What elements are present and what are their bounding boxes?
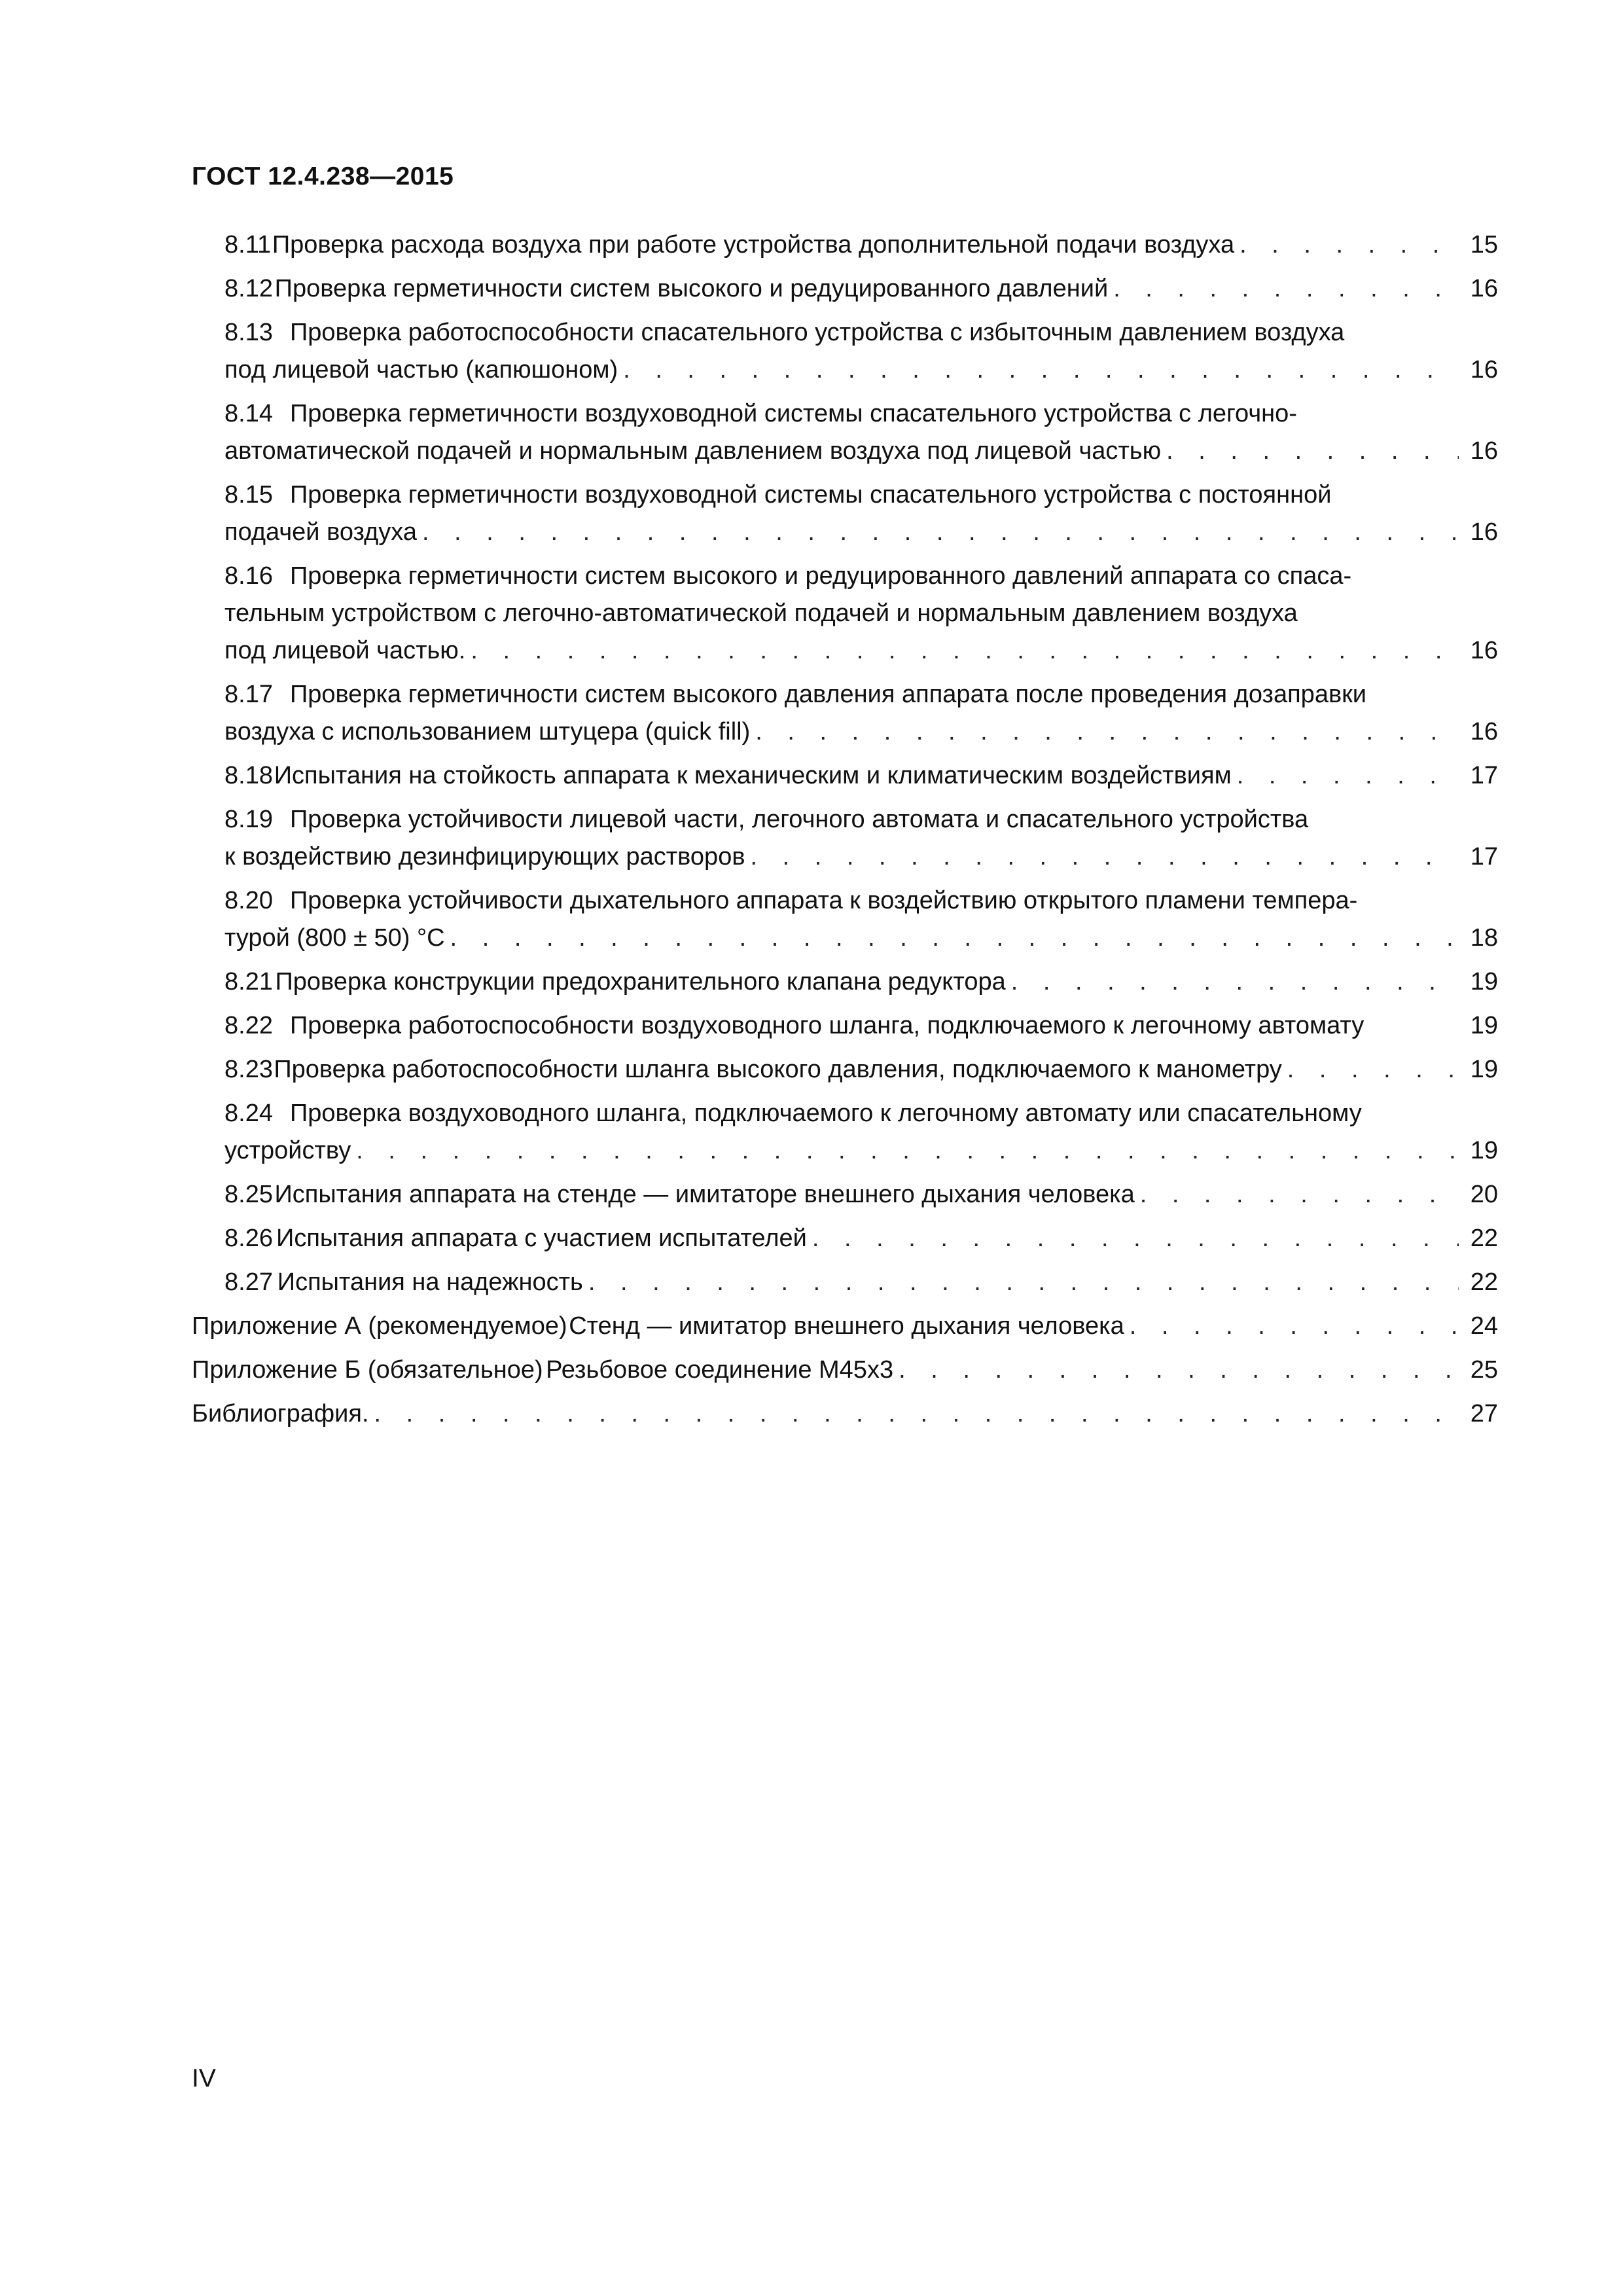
- toc-entry-number: 8.12: [224, 275, 273, 302]
- toc-entry-title: устройству: [224, 1137, 351, 1164]
- dot-leader: [1240, 226, 1459, 264]
- toc-entry-title: Проверка герметичности воздуховодной системы спасательного устройства с легочно-: [289, 400, 1297, 427]
- toc-entry[interactable]: [192, 676, 1498, 751]
- toc-entry-number: Приложение Б (обязательное): [192, 1356, 543, 1384]
- toc-entry-number: 8.27: [224, 1268, 273, 1296]
- toc-entry-title: Библиография.: [192, 1400, 369, 1427]
- toc-entry-page: 22: [1470, 1268, 1498, 1296]
- toc-entry-title: подачей воздуха: [224, 518, 417, 546]
- toc-entry-title: Испытания на стойкость аппарата к механическим и климатическим воздействиям: [274, 762, 1232, 789]
- toc-entry-page: 19: [1470, 1137, 1498, 1164]
- dot-leader: [588, 1264, 1459, 1301]
- toc-entry-title: под лицевой частью (капюшоном): [224, 356, 618, 384]
- toc-entry-page: 22: [1470, 1225, 1498, 1252]
- toc-entry-title: Проверка расхода воздуха при работе устройства дополнительной подачи воздуха: [272, 231, 1235, 259]
- toc-entry-line: [224, 395, 1498, 433]
- toc-entry[interactable]: [192, 963, 1498, 1001]
- toc-entry-line: [224, 838, 1498, 876]
- dot-leader: [1140, 1176, 1459, 1213]
- toc-entry-page: 17: [1470, 762, 1498, 789]
- toc-entry[interactable]: [192, 1051, 1498, 1088]
- toc-entry-page: 16: [1470, 275, 1498, 302]
- toc-entry-title: Стенд — имитатор внешнего дыхания человека: [569, 1312, 1124, 1340]
- dot-leader: [623, 351, 1459, 389]
- toc-entry-line: [224, 1176, 1498, 1213]
- toc-entry-title: Проверка работоспособности спасательного устройства с избыточным давлением воздуха: [289, 319, 1345, 346]
- toc-entry-line: [224, 713, 1498, 751]
- toc-entry-number: 8.25: [224, 1181, 273, 1208]
- toc-entry[interactable]: [192, 1308, 1498, 1345]
- toc-entry-title: Проверка работоспособности воздуховодного шланга, подключаемого к легочному автомату: [289, 1012, 1364, 1039]
- page-number: IV: [192, 2064, 216, 2092]
- toc-entry-title: автоматической подачей и нормальным давлением воздуха под лицевой частью: [224, 437, 1162, 465]
- dot-leader: [422, 514, 1459, 551]
- toc-entry[interactable]: [192, 757, 1498, 795]
- toc-entry-page: 18: [1470, 924, 1498, 952]
- dot-leader: [356, 1132, 1459, 1170]
- toc-entry-line: [224, 314, 1498, 351]
- toc-entry-title: Испытания на надежность: [277, 1268, 583, 1296]
- toc-entry-line: [224, 514, 1498, 551]
- toc-entry-page: 15: [1470, 231, 1498, 259]
- toc-entry[interactable]: [192, 226, 1498, 264]
- toc-entry-page: 19: [1470, 968, 1498, 996]
- toc-entry-title: Проверка герметичности систем высокого давления аппарата после проведения дозаправки: [289, 681, 1366, 708]
- toc-entry-title: под лицевой частью.: [224, 637, 466, 664]
- toc-entry-title: Проверка воздуховодного шланга, подключаемого к легочному автомату или спасательному: [289, 1100, 1362, 1127]
- toc-entry-number: Приложение А (рекомендуемое): [192, 1312, 567, 1340]
- toc-entry-line: [224, 1095, 1498, 1132]
- toc-entry-number: 8.23: [224, 1056, 273, 1083]
- toc-entry-title: турой (800 ± 50) °С: [224, 924, 445, 952]
- dot-leader: [374, 1395, 1459, 1433]
- toc-entry-line: [192, 1308, 1498, 1345]
- dot-leader: [1237, 757, 1459, 795]
- toc-entry-page: 17: [1470, 843, 1498, 870]
- toc-entry-page: 16: [1470, 437, 1498, 465]
- dot-leader: [1130, 1308, 1459, 1345]
- toc-entry-page: 16: [1470, 518, 1498, 546]
- dot-leader: [1287, 1051, 1459, 1088]
- document-code-header: ГОСТ 12.4.238—2015: [192, 162, 454, 190]
- toc-entry-number: 8.15: [224, 481, 273, 509]
- toc-entry-page: 19: [1470, 1012, 1498, 1039]
- toc-entry-number: 8.22: [224, 1012, 273, 1039]
- dot-leader: [812, 1220, 1459, 1257]
- toc-entry-line: [224, 1220, 1498, 1257]
- toc-entry-number: 8.11: [224, 231, 272, 259]
- toc-entry[interactable]: [192, 1220, 1498, 1257]
- toc-entry-number: 8.13: [224, 319, 273, 346]
- toc-entry-number: 8.19: [224, 806, 273, 833]
- toc-entry-number: 8.26: [224, 1225, 273, 1252]
- toc-entry[interactable]: [192, 476, 1498, 551]
- toc-entry-page: 25: [1470, 1356, 1498, 1384]
- toc-entry-number: 8.18: [224, 762, 273, 789]
- toc-entry-number: 8.20: [224, 887, 273, 914]
- toc-entry[interactable]: [192, 314, 1498, 389]
- toc-entry-line: [224, 1264, 1498, 1301]
- toc-entry[interactable]: [192, 1007, 1498, 1045]
- toc-entry[interactable]: [192, 1352, 1498, 1389]
- dot-leader: [1011, 963, 1459, 1001]
- toc-entry[interactable]: [192, 1395, 1498, 1433]
- dot-leader: [1166, 433, 1459, 470]
- toc-entry-line: [224, 1132, 1498, 1170]
- toc-entry-line: [224, 595, 1498, 632]
- toc-entry-line: [224, 920, 1498, 957]
- dot-leader: [471, 632, 1459, 670]
- toc-entry-line: [192, 1395, 1498, 1433]
- toc-entry-title: Резьбовое соединение М45х3: [546, 1356, 894, 1384]
- toc-entry-page: 16: [1470, 718, 1498, 745]
- dot-leader: [1113, 270, 1459, 308]
- toc-entry-page: 27: [1470, 1400, 1498, 1427]
- dot-leader: [899, 1352, 1459, 1389]
- toc-entry-title: Проверка конструкции предохранительного клапана редуктора: [275, 968, 1006, 996]
- toc-entry-line: [224, 351, 1498, 389]
- toc-entry-line: [224, 226, 1498, 264]
- toc-entry-page: 16: [1470, 637, 1498, 664]
- toc-entry-line: [224, 676, 1498, 713]
- toc-entry-title: Проверка герметичности систем высокого и редуцированного давлений аппарата со спаса-: [289, 562, 1352, 590]
- toc-entry-title: Проверка герметичности воздуховодной системы спасательного устройства с постоянной: [289, 481, 1332, 509]
- toc-entry[interactable]: [192, 395, 1498, 470]
- toc-entry-number: 8.16: [224, 562, 273, 590]
- toc-entry-line: [224, 757, 1498, 795]
- toc-entry-title: Проверка устойчивости дыхательного аппарата к воздействию открытого пламени темпера-: [289, 887, 1358, 914]
- toc-entry-line: [224, 882, 1498, 920]
- toc-entry-line: [192, 1352, 1498, 1389]
- table-of-contents: [192, 226, 1498, 1439]
- toc-entry-page: 20: [1470, 1181, 1498, 1208]
- toc-entry-line: [224, 632, 1498, 670]
- dot-leader: [751, 838, 1459, 876]
- toc-entry-page: 19: [1470, 1056, 1498, 1083]
- toc-entry-title: Испытания аппарата с участием испытателей: [276, 1225, 807, 1252]
- toc-entry-line: [224, 963, 1498, 1001]
- toc-entry-number: 8.24: [224, 1100, 273, 1127]
- dot-leader: [755, 713, 1459, 751]
- toc-entry-line: [224, 558, 1498, 595]
- toc-entry-title: Проверка герметичности систем высокого и редуцированного давлений: [274, 275, 1109, 302]
- toc-entry[interactable]: [192, 801, 1498, 876]
- toc-entry-line: [224, 270, 1498, 308]
- dot-leader: [450, 920, 1459, 957]
- toc-entry[interactable]: [192, 882, 1498, 957]
- toc-entry-page: 16: [1470, 356, 1498, 384]
- toc-entry-line: [224, 476, 1498, 514]
- toc-entry-number: 8.21: [224, 968, 273, 996]
- toc-entry-title: Проверка работоспособности шланга высокого давления, подключаемого к манометру: [274, 1056, 1282, 1083]
- toc-entry-title: воздуха с использованием штуцера (quick fill): [224, 718, 751, 745]
- toc-entry[interactable]: [192, 1095, 1498, 1170]
- toc-entry-page: 24: [1470, 1312, 1498, 1340]
- toc-entry[interactable]: [192, 1264, 1498, 1301]
- toc-entry[interactable]: [192, 1176, 1498, 1213]
- toc-entry[interactable]: [192, 270, 1498, 308]
- toc-entry-number: 8.14: [224, 400, 273, 427]
- toc-entry-line: [224, 1007, 1498, 1045]
- toc-entry-title: Испытания аппарата на стенде — имитаторе внешнего дыхания человека: [274, 1181, 1135, 1208]
- toc-entry-number: 8.17: [224, 681, 273, 708]
- toc-entry-title: Проверка устойчивости лицевой части, легочного автомата и спасательного устройства: [289, 806, 1309, 833]
- toc-entry[interactable]: [192, 558, 1498, 670]
- toc-entry-line: [224, 801, 1498, 838]
- toc-entry-title: тельным устройством с легочно-автоматической подачей и нормальным давлением воздуха: [224, 600, 1298, 627]
- toc-entry-title: к воздействию дезинфицирующих растворов: [224, 843, 745, 870]
- toc-entry-line: [224, 1051, 1498, 1088]
- toc-entry-line: [224, 433, 1498, 470]
